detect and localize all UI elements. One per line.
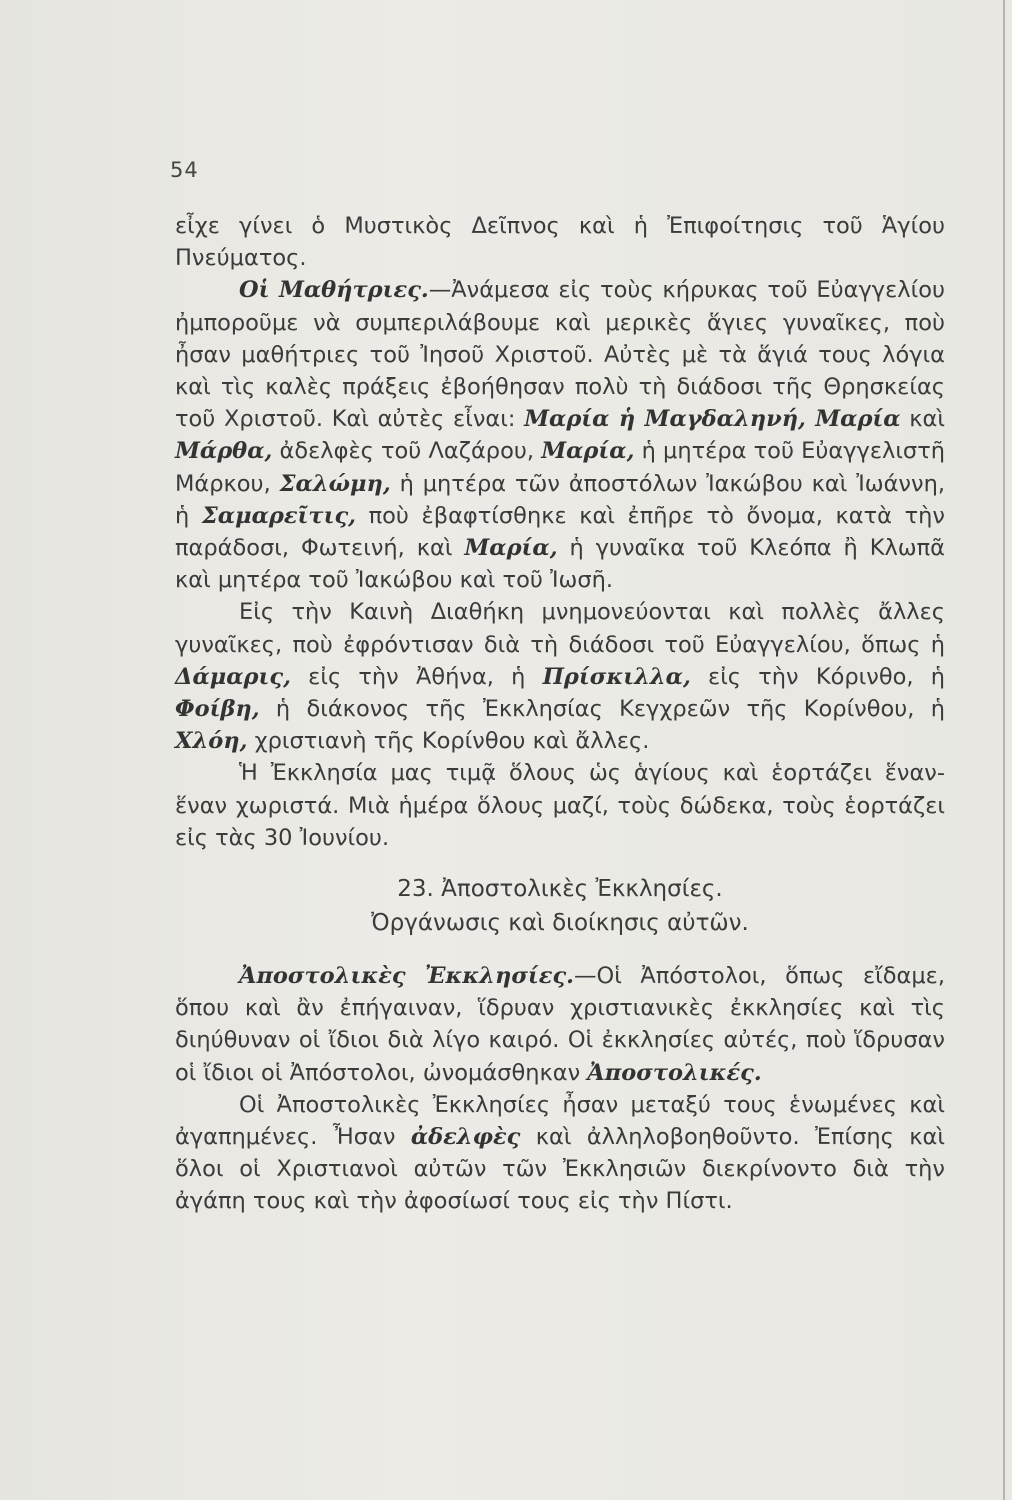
- text-run: ποὺ ἐβαφτίσθηκε καὶ ἐπῆρε τὸ ὄνομα, κατὰ τὴν παράδοσι, Φωτεινή, καὶ: [175, 502, 945, 562]
- paragraph-unity: [175, 1089, 945, 1218]
- name-run: Χλόη,: [175, 728, 248, 755]
- text-run: —Ἀνάμεσα εἰς τοὺς κήρυκας τοῦ Εὐαγγελίου ἠμποροῦμε νὰ συμπεριλάβουμε καὶ μερικὲς ἅγιες γυναῖκες, ποὺ ἦσαν μαθήτριες τοῦ Ἰησοῦ Χριστοῦ. Αὐτὲς μὲ τὰ ἅγιά τους λόγια καὶ τὶς καλὲς πράξεις ἐβοήθησαν πολὺ τὴ διάδοσι τῆς Θρησκείας τοῦ Χριστοῦ. Καὶ αὐτὲς εἶναι:: [175, 277, 945, 433]
- page-number: 54: [170, 158, 199, 182]
- name-run: Μαρία ἡ Μαγδαληνή, Μαρία: [524, 406, 901, 433]
- text-run: εἰς τὴν Κόρινθο, ἡ: [690, 663, 945, 690]
- section-subtitle: Ὀργάνωσις καὶ διοίκησις αὐτῶν.: [371, 910, 749, 937]
- paragraph-feast: Ἡ Ἐκκλησία μας τιμᾷ ὅλους ὡς ἁγίους καὶ ἑορτάζει ἕναν-ἕναν χωριστά. Μιὰ ἡμέρα ὅλους μαζί, τοὺς δώδεκα, τοὺς ἑορτάζει εἰς τὰς 30 Ἰουνίου.: [175, 760, 945, 851]
- text-run: καὶ ἀλληλοβοηθοῦντο. Ἐπίσης καὶ ὅλοι οἱ Χριστιανοὶ αὐτῶν τῶν Ἐκκλησιῶν διεκρίνοντο διὰ τὴν ἀγάπη τους καὶ τὴν ἀφοσίωσί τους εἰς τὴν Πίστι.: [175, 1124, 945, 1215]
- name-run: Σαλώμη,: [279, 470, 391, 497]
- name-run: ἀδελφὲς: [410, 1124, 521, 1151]
- name-run: Φοίβη,: [175, 696, 260, 723]
- text-run: Εἰς τὴν Καινὴ Διαθήκη μνημονεύονται καὶ πολλὲς ἄλλες γυναῖκες, ποὺ ἐφρόντισαν διὰ τὴ διάδοσι τοῦ Εὐαγγελίου, ὅπως ἡ: [175, 599, 945, 658]
- name-run: Δάμαρις,: [175, 663, 291, 690]
- name-run: Σαμαρεῖτις,: [201, 502, 356, 529]
- text-run: ἡ διάκονος τῆς Ἐκκλησίας Κεγχρεῶν τῆς Κορίνθου, ἡ: [259, 696, 945, 723]
- text-run: χριστιανὴ τῆς Κορίνθου καὶ ἄλλες.: [247, 728, 650, 755]
- text-run: ἡ γυναῖκα τοῦ Κλεόπα ἢ Κλωπᾶ καὶ μητέρα τοῦ Ἰακώβου καὶ τοῦ Ἰωσῆ.: [175, 535, 945, 594]
- text-run: ἡ μητέρα τῶν ἀποστόλων Ἰακώβου καὶ Ἰωάννη, ἡ: [175, 470, 945, 529]
- page-edge: [1003, 0, 1005, 1500]
- name-run: Μάρθα,: [175, 438, 273, 465]
- name-run: Μαρία,: [541, 438, 635, 465]
- inline-heading-apostolic: Ἀποστολικὲς Ἐκκλησίες.: [239, 963, 575, 990]
- text-run: ἀδελφὲς τοῦ Λαζάρου,: [272, 438, 542, 465]
- text-run: ἡ μητέρα τοῦ Εὐαγγελιστῆ Μάρκου,: [175, 438, 945, 497]
- paragraph-1: εἶχε γίνει ὁ Μυστικὸς Δεῖπνος καὶ ἡ Ἐπιφοίτησις τοῦ Ἁγίου Πνεύματος.: [175, 213, 945, 272]
- body-text: [175, 210, 945, 1218]
- name-run: Πρίσκιλλα,: [542, 663, 691, 690]
- inline-heading-disciples: Οἱ Μαθήτριες.: [239, 277, 429, 304]
- text-run: Οἱ Ἀποστολικὲς Ἐκκλησίες ἦσαν μεταξύ τους ἑνωμένες καὶ ἀγαπημένες. Ἦσαν: [175, 1091, 945, 1151]
- text-run: εἰς τὴν Ἀθήνα, ἡ: [290, 663, 543, 690]
- text-run: —Οἱ Ἀπόστολοι, ὅπως εἴδαμε, ὅπου καὶ ἂν ἐπήγαιναν, ἵδρυαν χριστιανικὲς ἐκκλησίες καὶ τὶς διηύθυναν οἱ ἴδιοι διὰ λίγο καιρό. Οἱ ἐκκλησίες αὐτές, ποὺ ἵδρυσαν οἱ ἴδιοι οἱ Ἀπόστολοι, ὠνομάσθηκαν: [175, 963, 945, 1086]
- paragraph-apostolic-churches: [175, 960, 945, 1089]
- paragraph-other-women: [175, 596, 945, 757]
- text-run: καὶ: [900, 406, 946, 433]
- paragraph-disciples: [175, 274, 945, 596]
- section-title: 23. Ἀποστολικὲς Ἐκκλησίες.: [397, 876, 723, 903]
- name-run: Ἀποστολικές.: [587, 1059, 762, 1086]
- name-run: Μαρία,: [464, 535, 558, 562]
